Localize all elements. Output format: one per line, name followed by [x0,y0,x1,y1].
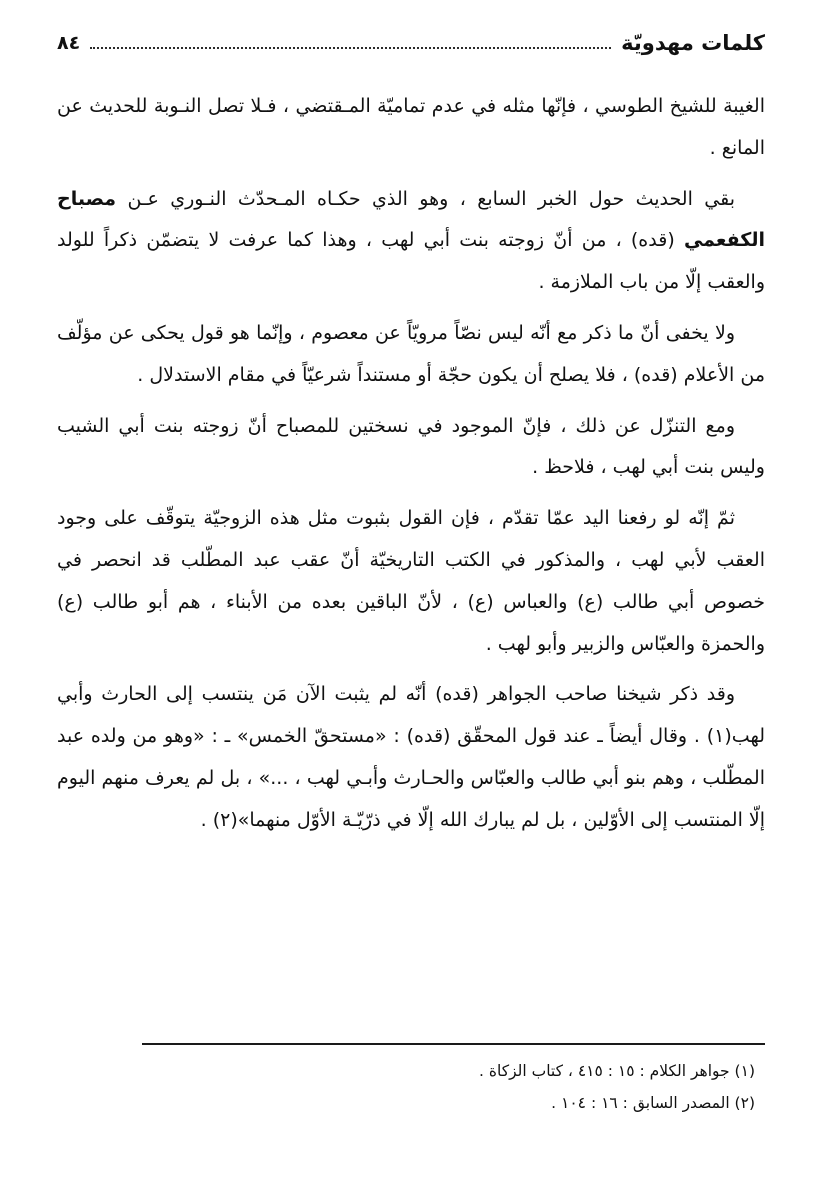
page-body [57,86,765,842]
paragraph-2 [57,179,765,304]
book-name-bold: مصباح الكفعمي [57,187,765,252]
paragraph-2-text-b: (قده) ، من أنّ زوجته بنت أبي لهب ، وهذا كما عرفت لا يتضمّن ذكراً للولد والعقب إلّا من باب الملازمة . [57,229,765,294]
footnote-separator [142,1043,765,1045]
paragraph-6: وقد ذكر شيخنا صاحب الجواهر (قده) أنّه لم يثبت الآن مَن ينتسب إلى الحارث وأبي لهب(١) . وقال أيضاً ـ عند قول المحقّق (قده) : «مستحقّ الخمس» ـ : «وهو من ولده عبد المطّلب ، وهم بنو أبي طالب والعبّاس والحـارث وأبـي لهب ، ...» ، بل لم يعرف منهم اليوم إلّا المنتسب إلى الأوّلين ، بل لم يبارك الله إلّا في ذرّيّـة الأوّل منهما»(٢) . [57,683,765,831]
dotted-leader [90,47,611,49]
page-number: ٨٤ [57,32,81,54]
footnote-1: (١) جواهر الكلام : ١٥ : ٤١٥ ، كتاب الزكاة . [479,1061,755,1080]
paragraph-5: ثمّ إنّه لو رفعنا اليد عمّا تقدّم ، فإن القول بثبوت مثل هذه الزوجيّة يتوقّف على وجود العقب لأبي لهب ، والمذكور في الكتب التاريخيّة أنّ عقب عبد المطّلب قد انحصر في خصوص أبي طالب (ع) والعباس (ع) ، لأنّ الباقين بعده من الأبناء ، هم أبو طالب (ع) والحمزة والعبّاس والزبير وأبو لهب . [57,507,765,655]
paragraph-4: ومع التنزّل عن ذلك ، فإنّ الموجود في نسختين للمصباح أنّ زوجته بنت أبي الشيب وليس بنت أبي لهب ، فلاحظ . [57,414,765,479]
page-header [57,26,765,60]
paragraph-3: ولا يخفى أنّ ما ذكر مع أنّه ليس نصّاً مرويّاً عن معصوم ، وإنّما هو قول يحكى عن مؤلّف من الأعلام (قده) ، فلا يصلح أن يكون حجّة أو مستنداً شرعيّاً في مقام الاستدلال . [57,321,765,386]
paragraph-1: الغيبة للشيخ الطوسي ، فإنّها مثله في عدم تماميّة المـقتضي ، فـلا تصل النـوبة للحديث عن المانع . [57,95,765,159]
paragraph-2-text-a: بقي الحديث حول الخبر السابع ، وهو الذي حكـاه المـحدّث النـوري عـن [116,187,735,210]
footnote-2: (٢) المصدر السابق : ١٦ : ١٠٤ . [551,1094,755,1113]
book-title: كلمات مهدويّة [621,31,765,55]
footnotes-section [57,1043,765,1120]
